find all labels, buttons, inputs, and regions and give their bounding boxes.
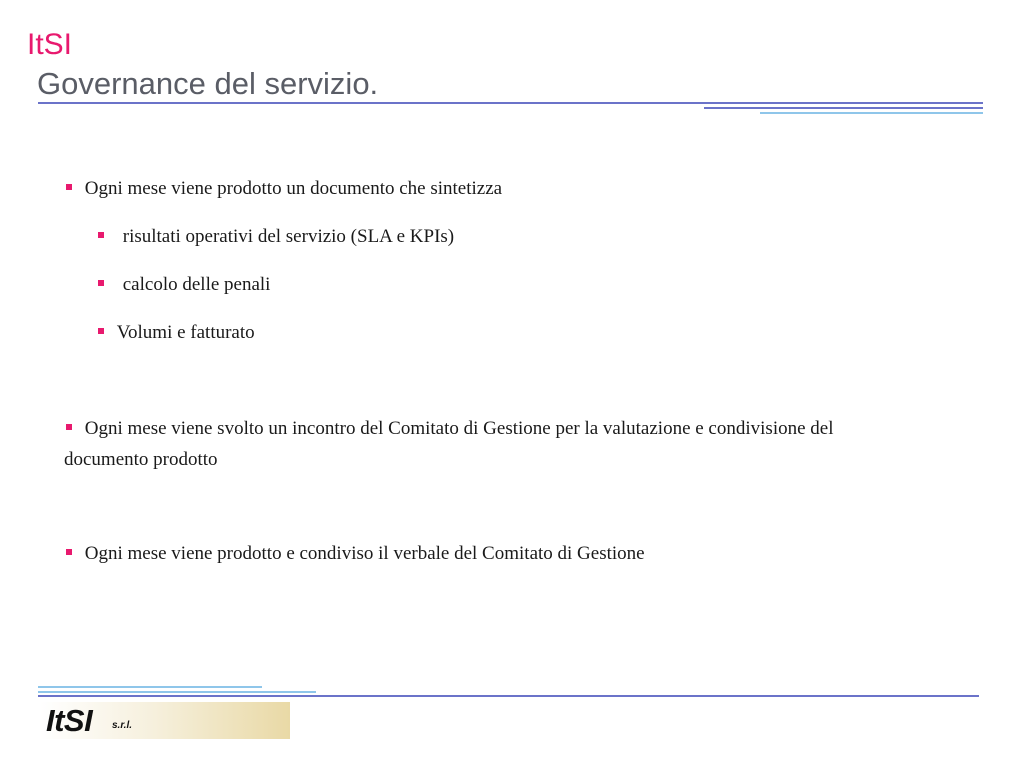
header-rule-accent — [704, 107, 983, 109]
logo-text: ItSI — [46, 703, 93, 738]
sub-bullet-item — [98, 270, 270, 300]
header-rule-light — [760, 112, 983, 114]
header-rule — [38, 102, 983, 104]
bullet-text: Ogni mese viene prodotto e condiviso il verbale del Comitato di Gestione — [84, 543, 645, 564]
bullet-item — [66, 539, 645, 569]
bullet-marker-icon — [66, 424, 72, 430]
sub-bullet-text: calcolo delle penali — [122, 274, 271, 295]
bullet-marker-icon — [98, 280, 104, 286]
bullet-marker-icon — [66, 184, 72, 190]
footer-rule-light — [38, 686, 262, 688]
bullet-marker-icon — [66, 549, 72, 555]
logo-suffix: s.r.l. — [112, 720, 133, 731]
bullet-text: Ogni mese viene svolto un incontro del Comitato di Gestione per la valutazione e condivisione del — [84, 418, 834, 439]
bullet-item — [66, 174, 502, 204]
bullet-marker-icon — [98, 328, 104, 334]
sub-bullet-text: Volumi e fatturato — [116, 322, 255, 343]
sub-bullet-item — [98, 222, 454, 252]
company-logo — [40, 702, 290, 739]
bullet-item — [66, 414, 834, 444]
bullet-text-continuation: documento prodotto — [64, 449, 218, 470]
bullet-text: Ogni mese viene prodotto un documento che sintetizza — [84, 178, 503, 199]
bullet-marker-icon — [98, 232, 104, 238]
sub-bullet-item — [98, 318, 255, 348]
slide-title: Governance del servizio. — [37, 66, 379, 101]
footer-rule — [38, 695, 979, 697]
footer-rule-light — [38, 691, 316, 693]
brand-tag: ItSI — [27, 28, 73, 61]
sub-bullet-text: risultati operativi del servizio (SLA e KPIs) — [122, 226, 455, 247]
